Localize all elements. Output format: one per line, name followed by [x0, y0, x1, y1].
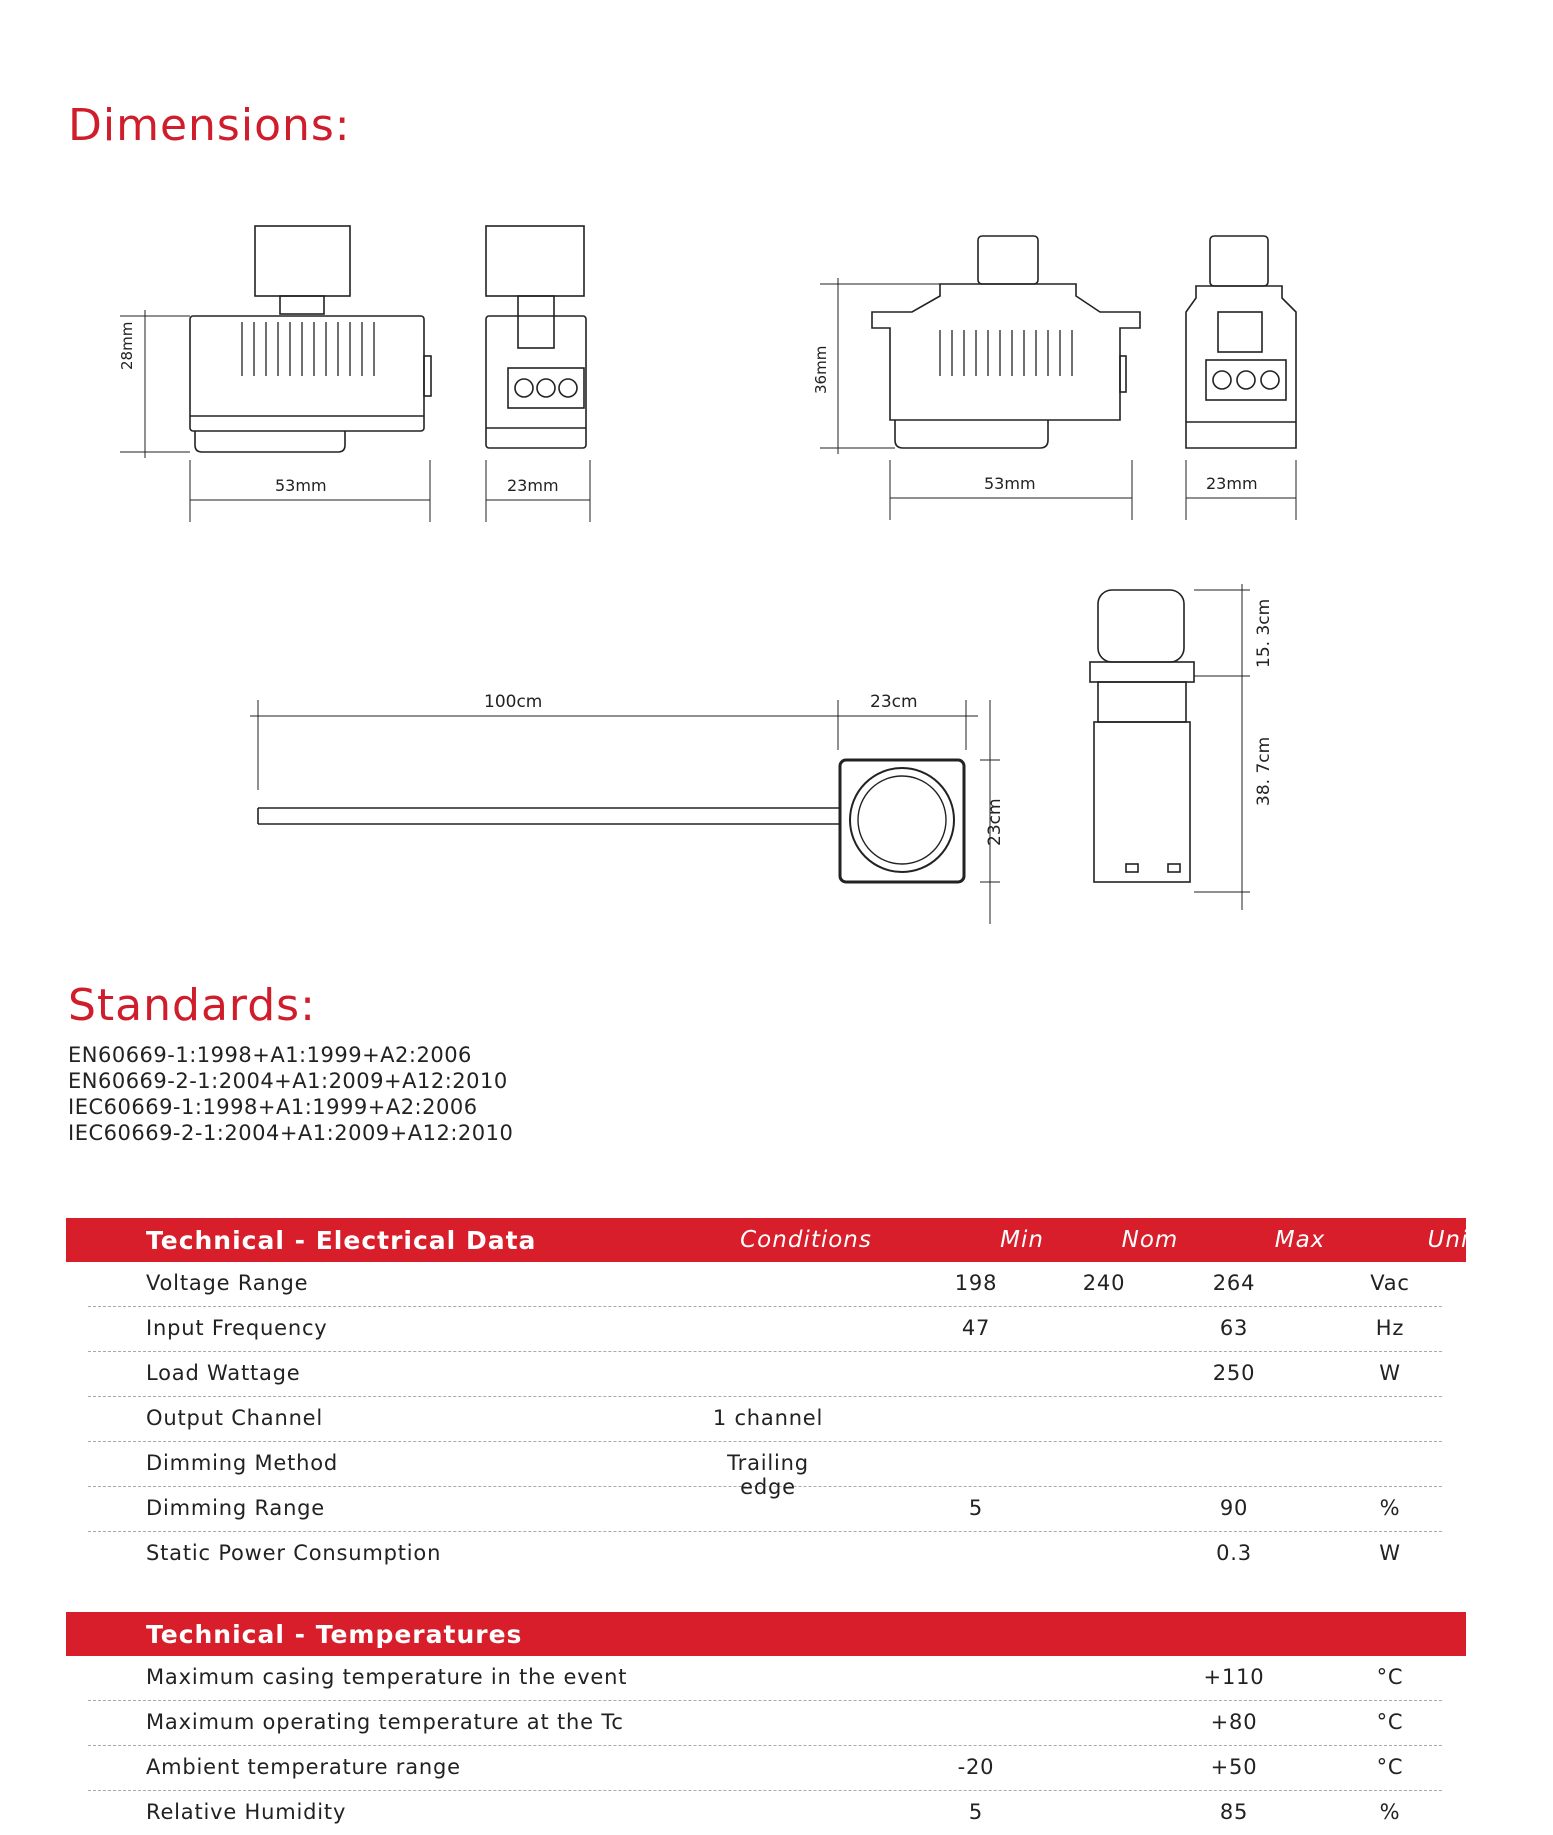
- cell-unit: W: [1379, 1541, 1401, 1565]
- standards-list: [68, 1042, 513, 1146]
- header-unit: Unit: [1427, 1227, 1479, 1253]
- cell-min: 5: [968, 1800, 984, 1824]
- header-max: Max: [1274, 1227, 1326, 1253]
- cable-view: [250, 700, 1000, 924]
- table-header: [66, 1612, 1466, 1656]
- dim-label-100cm: 100cm: [484, 692, 543, 712]
- standard-item: IEC60669-2-1:2004+A1:2009+A12:2010: [68, 1121, 514, 1145]
- param-name: Load Wattage: [146, 1361, 301, 1385]
- standards-title: Standards:: [68, 980, 316, 1031]
- cell-unit: %: [1379, 1800, 1401, 1824]
- cell-max: 90: [1219, 1496, 1249, 1520]
- cell-unit: Hz: [1375, 1316, 1405, 1340]
- param-name: Dimming Range: [146, 1496, 326, 1520]
- dim-label-15-3cm: 15. 3cm: [1254, 598, 1274, 668]
- param-name: Voltage Range: [146, 1271, 309, 1295]
- standard-item: EN60669-1:1998+A1:1999+A2:2006: [68, 1043, 472, 1067]
- table-row: [88, 1746, 1442, 1791]
- cell-max: 85: [1219, 1800, 1249, 1824]
- table-row: [88, 1532, 1442, 1576]
- dim-label-28mm: 28mm: [118, 321, 136, 370]
- dim-label-23cm-height: 23cm: [985, 798, 1005, 846]
- table-title: Technical - Electrical Data: [146, 1226, 537, 1255]
- front-view-large: [820, 236, 1140, 520]
- standard-item: IEC60669-1:1998+A1:1999+A2:2006: [68, 1095, 478, 1119]
- table-row: [88, 1307, 1442, 1352]
- cell-conditions: 1 channel: [712, 1406, 824, 1430]
- cell-max: 63: [1219, 1316, 1249, 1340]
- table-row: [88, 1791, 1442, 1835]
- table-row: [88, 1397, 1442, 1442]
- header-nom: Nom: [1121, 1227, 1179, 1253]
- cell-unit: Vac: [1370, 1271, 1410, 1295]
- dim-label-23cm-width: 23cm: [870, 692, 918, 712]
- cell-unit: %: [1379, 1496, 1401, 1520]
- param-name: Input Frequency: [146, 1316, 328, 1340]
- dim-label-53mm-a: 53mm: [275, 476, 327, 495]
- param-name: Maximum casing temperature in the event: [146, 1665, 628, 1689]
- electrical-data-table: [66, 1218, 1479, 1576]
- standard-item: EN60669-2-1:2004+A1:2009+A12:2010: [68, 1069, 508, 1093]
- param-name: Dimming Method: [146, 1451, 339, 1475]
- cell-min: 198: [954, 1271, 998, 1295]
- dim-label-23mm-a: 23mm: [507, 476, 559, 495]
- cell-unit: °C: [1376, 1710, 1404, 1734]
- table-row: [88, 1442, 1442, 1499]
- cell-min: 47: [961, 1316, 991, 1340]
- param-name: Static Power Consumption: [146, 1541, 442, 1565]
- table-row: [88, 1487, 1442, 1532]
- dimensions-title: Dimensions:: [68, 100, 351, 151]
- param-name: Output Channel: [146, 1406, 324, 1430]
- param-name: Ambient temperature range: [146, 1755, 461, 1779]
- cell-nom: 240: [1082, 1271, 1126, 1295]
- table-row: [88, 1701, 1442, 1746]
- cell-unit: °C: [1376, 1755, 1404, 1779]
- dim-label-38-7cm: 38. 7cm: [1254, 736, 1274, 806]
- table-row: [88, 1352, 1442, 1397]
- param-name: Maximum operating temperature at the Tc: [146, 1710, 624, 1734]
- cell-max: +50: [1210, 1755, 1258, 1779]
- tall-side-view: [1090, 584, 1250, 910]
- cell-max: +80: [1210, 1710, 1258, 1734]
- table-header: [66, 1218, 1479, 1262]
- dim-label-53mm-b: 53mm: [984, 474, 1036, 493]
- cell-max: +110: [1203, 1665, 1265, 1689]
- table-row: [88, 1262, 1442, 1307]
- table-title: Technical - Temperatures: [146, 1620, 523, 1649]
- header-min: Min: [1000, 1227, 1044, 1253]
- dim-label-23mm-b: 23mm: [1206, 474, 1258, 493]
- cell-min: -20: [957, 1755, 995, 1779]
- param-name: Relative Humidity: [146, 1800, 347, 1824]
- temperatures-table: [66, 1612, 1466, 1835]
- cell-min: 5: [968, 1496, 984, 1520]
- cell-unit: W: [1379, 1361, 1401, 1385]
- table-row: [88, 1656, 1442, 1701]
- cell-max: 264: [1212, 1271, 1256, 1295]
- cell-conditions: Trailing edge: [727, 1451, 809, 1499]
- cell-unit: °C: [1376, 1665, 1404, 1689]
- cell-max: 0.3: [1216, 1541, 1252, 1565]
- header-conditions: Conditions: [740, 1227, 872, 1253]
- dim-label-36mm: 36mm: [812, 345, 830, 394]
- cell-max: 250: [1212, 1361, 1256, 1385]
